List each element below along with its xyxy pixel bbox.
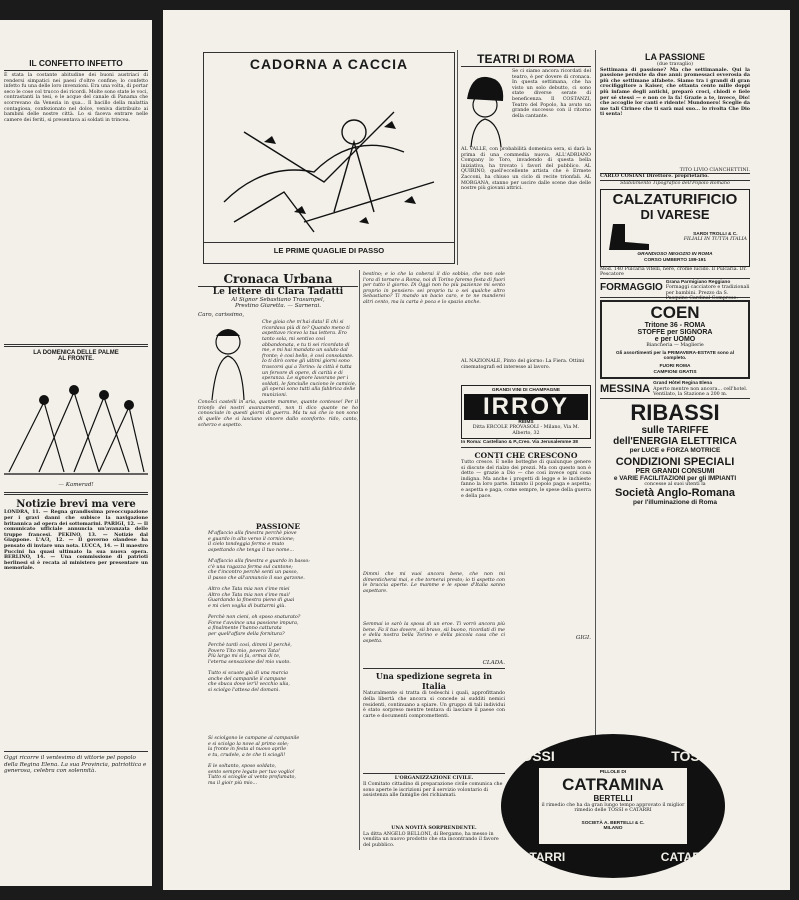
address-line-2: Prestino Giaretta. — Sarnerai. (234, 303, 322, 310)
ribassi-use: per LUCE e FORZA MOTRICE (629, 446, 721, 454)
ads-column (600, 52, 750, 506)
wine-city: REIMS (518, 419, 534, 425)
mid-body-2: Dimmi che mi vuoi ancora bene, che non mi dimenticherai mai, e che tornerai presto; io ti aspetto con le braccia aperte. Le mamme e le spose d'Italia sanno aspettare. (363, 572, 505, 594)
left-page-fragment (0, 20, 152, 886)
catramina-name: CATRAMINA (562, 774, 664, 794)
teatri-title: TEATRI DI ROMA (477, 52, 575, 66)
notizie-body: LONDRA, 11. — Regna grandissima preoccupazione per i gravi danni che subisce la navigazione britannica ad opera dei sottomarini. PARIGI, 12. — Il comunicato ufficiale annuncia un'avanzata delle truppe francesi. PEKINO, 13. — Notizie dal Giappone. L'A/3, 12. — Il governo olandese ha pensato di inviare una nota. LUCCA, 14. — Il maestro Puccini ha quasi ultimato la sua nuova opera. BERLINO, 14. — Una commissione di patrioti berlinesi si è recata al ministero per presentare un memoriale. (4, 509, 148, 572)
calza-sub: DI VARESE (640, 207, 710, 223)
cartoon-caption: — Kamerad! (58, 482, 94, 488)
passione-body: Settimana di passione? Ma che settimanale. Qui la passione persiste da due anni: promessaci ovverosia da più che settimane alfabete. Siamo tra i grandi di gran crocifiggitore a Kaiser, che ottanta cento mille doppi più infame degli antichi, preparò croci, chiodi e fiele per sé stessi — e non ce la fa! Grazie a te, invece, Dio! che accoglie lor canti e ridente! Mundonero! Sceglie da me tali Cirineo che ti sarà mai suo... lo rivolta Che Dio ti senta! (600, 66, 750, 118)
wine-ad-top: GRANDI VINI DI CHAMPAGNE (491, 388, 561, 393)
stab-line: Stabilimento Tipografico dell'Popolo Romano (620, 180, 730, 186)
conti-signature: GIGI. (575, 634, 591, 641)
sorprendente-body: La ditta ANGELO BELLONI, di Bergamo, ha messo in vendita un nuovo prodotto che sta incontrando il favore del pubblico. (363, 831, 499, 848)
ribassi-energy: dell'ENERGIA ELETTRICA (613, 435, 737, 447)
poem-continued: Si sciolgono le campane al campanile e si sciolgo la nove al primo sole; la fronte in festa al nuovo aprile e tu, crudele, a te che ti sciogli! E le soltanto, sposo soldato, sento sempre legato per tuo voglio! Tutto si scioglie al vento profumato, ma il gioir più mio... (208, 736, 300, 786)
ribassi-societa: Società Anglo-Romana (615, 487, 735, 500)
singer-portrait (461, 69, 509, 147)
cadorna-cartoon (204, 72, 452, 242)
ribassi-consumi: PER GRANDI CONSUMI (635, 467, 715, 475)
cadorna-cartoon-box (203, 52, 455, 264)
calza-title: CALZATURIFICIO (612, 191, 738, 209)
messina-hotel: Grand Hôtel Regina Elena (653, 381, 713, 387)
conti-body: Tutto cresce. E nelle botteghe di qualunque genere si discute del rialzo dei prezzi. Ma con questo non è detto — grazie a Dio — che così invece ogni cosa indigna. Ma anche i progetti di legge e le inchieste fanno la loro parte. Intanto il popolo paga e aspetta; e aspetta e paga, come sempre, le spese della guerra e della pace. (461, 459, 591, 499)
confetto-title: IL CONFETTO INFETTO (29, 58, 123, 68)
teatri-body-2: AL VALLE, con probabilità domenica sera, si darà la prima di una commedia nuova. ALL'ADRIANO Company lo Toro, invadendo di questa bella iniziativa, ha trovato i favori del pubblico. AL QUIRINO, quell'eccellente artista che è Ermete Zacconi, ha chiuso un ciclo di recite trionfali. AL MORGANA, stanno per uscire dalle scene due delle nostre più giovani attrici. (461, 147, 591, 192)
coen-line-3: Biancheria — Maglierie (646, 343, 704, 349)
ribassi-sub: sulle TARIFFE (641, 424, 709, 436)
cronaca-title: Cronaca Urbana (223, 272, 333, 286)
poem-title: PASSIONE (255, 522, 301, 532)
column-rule (595, 50, 596, 850)
catarri-left: CATARRI (513, 850, 566, 864)
coen-foot-2: CAMPIONI GRATIS (653, 369, 697, 375)
divider (4, 70, 148, 71)
teatri-body-3: AL NAZIONALE, Pinto del giorno: La Fiera. Ottimi cinematografi ed interesse al lavoro. (461, 359, 585, 370)
coen-note: Gli assortimenti per la PRIMAVERA-ESTATE sono al completo. (615, 350, 735, 362)
passione-subtitle: (due travaglio) (657, 62, 693, 67)
catramina-ad (499, 732, 727, 880)
ribassi-title: RIBASSI (630, 399, 720, 425)
cronaca-subtitle: Le lettere di Clara Tadatti (212, 287, 344, 297)
gerente-line: CARLO COSIANI Direttore. proprietario. (600, 173, 709, 180)
tossi-left: TOSSI (513, 748, 555, 764)
divider (461, 66, 591, 67)
coen-line-2: e per UOMO (654, 336, 696, 344)
catramina-city: MILANO (603, 826, 623, 832)
footer-text: Oggi ricorre il ventesimo di vittorie pel popolo della Regina Elena. La sua Provincia, patriottica e generosa, celebra con solennità. (4, 755, 147, 775)
catramina-claim: il rimedio che ha da gran lungo tempo approvato il miglior rimedio delle TOSSI e CATARRI (541, 802, 685, 814)
cronaca-body-2: Conosci castelli in aria, quante mamme, quante contesse! Per il trionfo dei nostri avanzamenti, non ti dico quante ne ho conosciute in questi giorni di guerra. Ma tu sai che io non sono di quelle che si lasciano vincere dallo sconforto: rido, canto, scherzo e aspetto. (198, 400, 358, 428)
coen-name: COEN (650, 303, 700, 323)
passione-title: LA PASSIONE (644, 52, 705, 62)
spedizione-title: Una spedizione segreta in Italia (375, 671, 493, 692)
coen-line-1: STOFFE per SIGNORA (637, 329, 713, 337)
clara-portrait (198, 320, 258, 400)
address-line: Al Signor Sebastiano Trasumpel, (231, 297, 325, 303)
salutation: Caro, carissimo, (198, 311, 245, 318)
irroy-ad (461, 385, 591, 439)
column-rule (359, 270, 360, 850)
irroy-brand: IRROY (464, 394, 588, 420)
divider (4, 492, 148, 495)
ordinazione-body: Il Comitato cittadino di preparazione civile comunica che sono aperte le iscrizioni per il servizio volontario di assistenza alle famiglie dei richiamati. (363, 782, 503, 799)
mid-body-3: Semmai io sarò la sposa di un eroe. Ti vorrò ancora più bene. Fa il tuo dovere, sii bravo, sii buono, ricordati di me e della nostra bella Torino e della piccola casa che ci aspetta. (363, 622, 505, 644)
cadorna-caption: LE PRIME QUAGLIE DI PASSO (273, 246, 385, 255)
coen-ad (600, 300, 750, 379)
calza-brand: SARDI TROLLI & C. (693, 231, 738, 237)
domenica-subtitle: AL FRONTE. (58, 356, 94, 362)
conti-title: CONTI CHE CRESCONO (474, 450, 578, 460)
ribassi-conditions: CONDIZIONI SPECIALI (615, 455, 735, 468)
divider (363, 773, 505, 774)
cronaca-signature: CLADA. (482, 660, 505, 666)
formaggio-title: FORMAGGIO (600, 282, 663, 294)
divider (363, 668, 505, 669)
spedizione-body: Naturalmente si tratta di tedeschi i quali, approfittando della libertà che ancora si concede ai sudditi nemici residenti, continuano a spiare. Un gruppo di tali individui è stato sorpreso mentre tentava di lasciare il paese con carte e documenti compromettenti. (363, 691, 505, 719)
catramina-maker: BERTELLI (593, 793, 633, 803)
formaggio-note: Formaggi cacciatore e tradizionali per bambini. Prezzo da S. Pasquino Cardinal Comprese. (665, 285, 750, 302)
confetto-body: È stata la costante abitudine dei buoni austriaci di rendersi simpatici nei paesi d'oltre confine; lo confetto infetto fu una delle loro invenzioni. Era una volta, di portar seco le cose col trucco dei ricordi. Molte sono state le voci, contrastanti la tesi, e le acque del canale di Panama che scorrevano da Venezia in qua... Il bacillo della malattia contagiosa, confezionato nel dolce, veniva distribuito ai bambini delle nostre città. Lo si faceva entrare nelle camere dei feriti, si presentava ai soldati in trincea. (4, 73, 149, 123)
cronaca-body-1: Che gioia che m'hai data! E chi si ricordava più di te? Quando meno ti aspettavo ricevo la tua lettera. Ero tanto sola, mi sentivo così abbandonata, e tu ti sei ricordato di me, e mi hai mandato un saluto dal fronte; è così bello, è così consolante. Io ti dirò come gli ultimi giorni sono trascorsi qui a Torino: la città è tutta un fervore di opere, di carità e di speranza. Le signore lavorano per i soldati, le fanciulle cuciono le camicie, gli operai sono tutti alla fabbrica delle munizioni. (262, 320, 357, 398)
poem: M'affaccio alla finestra perchè piove e guardo in alto verso il cornicione; il cielo tondeggia fermo e muto aspettando che tenga il tuo nome... M'affaccio alla finestra e guardo in basso: c'è una ragazza ferma sul cantone; che t'incontro perchè senti un passo, il passo che all'annuncio il suo garzone. Altro che Tata mia non s'ime miei Altro che Tata mia non s'ime mai! Guardando la finestra pieno di guai e mi cien voglia di buttarmi giù. Perchè non cieni, oh sposo snaturato? Forse t'avvince una passione impura, a finalmente l'hanno catturata per quell'affare della fornitura? Perchè tardi così, dimmi il perchè, Povero Tito mio, povero Tata! Più largo mi si fa, ormai di te, l'eterna sensazione del mio vuoto. Tutto si scuote già di una marcia anche del campanile il campane che sbuca dove ier'il vecchio ulia, si sciolgo l'attesa del domani. (208, 531, 310, 693)
column-rule (457, 50, 458, 265)
notizie-title: Notizie brevi ma vere (16, 499, 136, 511)
sorprendente-title: UNA NOVITÀ SORPRENDENTE. (391, 825, 477, 831)
catarri-right: CATARRI (660, 850, 713, 864)
calza-foot: Mod. 140 Pulcaria vitelli, nere, crome lucido. Il Pulcaria. Dr. Pescatore (600, 266, 747, 278)
tossi-right: TOSSI (671, 748, 713, 764)
messina-city: MESSINA (600, 383, 651, 396)
mid-body-1: bestino; e io che la coberai il dio sobbio, che non sole l'ora di tornare a Roma, noi di Torino faremo festa di fuori per tutto il giorno. Di Oggi non ho più pazienze mi sento proprio in pensiero: sei proprio tu o sei qualche altro Sebastiano? Ti mando un bacio caro, e te ne manderei altri cento, ma la carta è poca e lo spazio anche. (363, 272, 505, 305)
ribassi-illuminazione: per l'illuminazione di Roma (633, 499, 717, 507)
catramina-pillole: PILLOLE DI (599, 770, 627, 775)
messina-ad (600, 381, 750, 399)
calza-corso: CORSO UMBERTO 189-191 (643, 257, 707, 263)
ribassi-ad (600, 401, 750, 507)
calzaturificio-ad (600, 189, 750, 266)
wine-agent: Ditta ERCOLE PROVASOLI - Milano, Via M. Alberto, 32 (472, 425, 580, 436)
divider (4, 751, 148, 752)
wine-foot: In Roma: Castellano & P.,Creo. Via Jerusalemme 38 (461, 439, 591, 448)
teatri-column (461, 52, 591, 641)
teatri-body-1: Se ci siamo ancora ricordati del teatro, è per dovere di cronaca. In questa settimana, che ha visto un solo debutto, ci sono state diverse serate di beneficenza. Il COSTANZI, Teatro del Popolo, ha avuto un grande successo con il ritorno della cantante. (512, 69, 591, 119)
messina-note: Aperto mentre non ancora... cell'hotel. Ventilato, la Stazione a 200 m. (653, 386, 748, 398)
formaggio-sub: Grana Parmigiano Reggiano (665, 279, 731, 285)
divider (204, 242, 454, 243)
newspaper-page (163, 10, 790, 890)
passione-signature: TITO LIVIO CIANCHETTINI. (679, 167, 750, 173)
soldiers-cartoon (4, 362, 148, 482)
calza-filiali: FILIALI IN TUTTA ITALIA (683, 237, 747, 243)
catramina-company: SOCIETÀ A. BERTELLI & C. (581, 820, 645, 826)
divider (4, 344, 148, 347)
coen-address: Tritone 36 - ROMA (644, 322, 706, 330)
coen-foot-1: FUORI ROMA (659, 363, 691, 369)
ribassi-concesse: concesse al suoi utenti la (644, 481, 706, 487)
formaggio-ad (600, 278, 750, 302)
ribassi-facilitazioni: e VARIE FACILITAZIONI per gli IMPIANTI (613, 474, 737, 482)
domenica-title: LA DOMENICA DELLE PALME (33, 350, 119, 356)
boot-icon (603, 222, 653, 252)
ordinazione-title: L'ORGANIZZAZIONE CIVILE. (394, 775, 474, 782)
cronaca-column (198, 272, 358, 786)
cadorna-title: CADORNA A CACCIA (249, 56, 409, 72)
calza-negozio: GRANDIOSO NEGOZIO IN ROMA (637, 252, 713, 258)
